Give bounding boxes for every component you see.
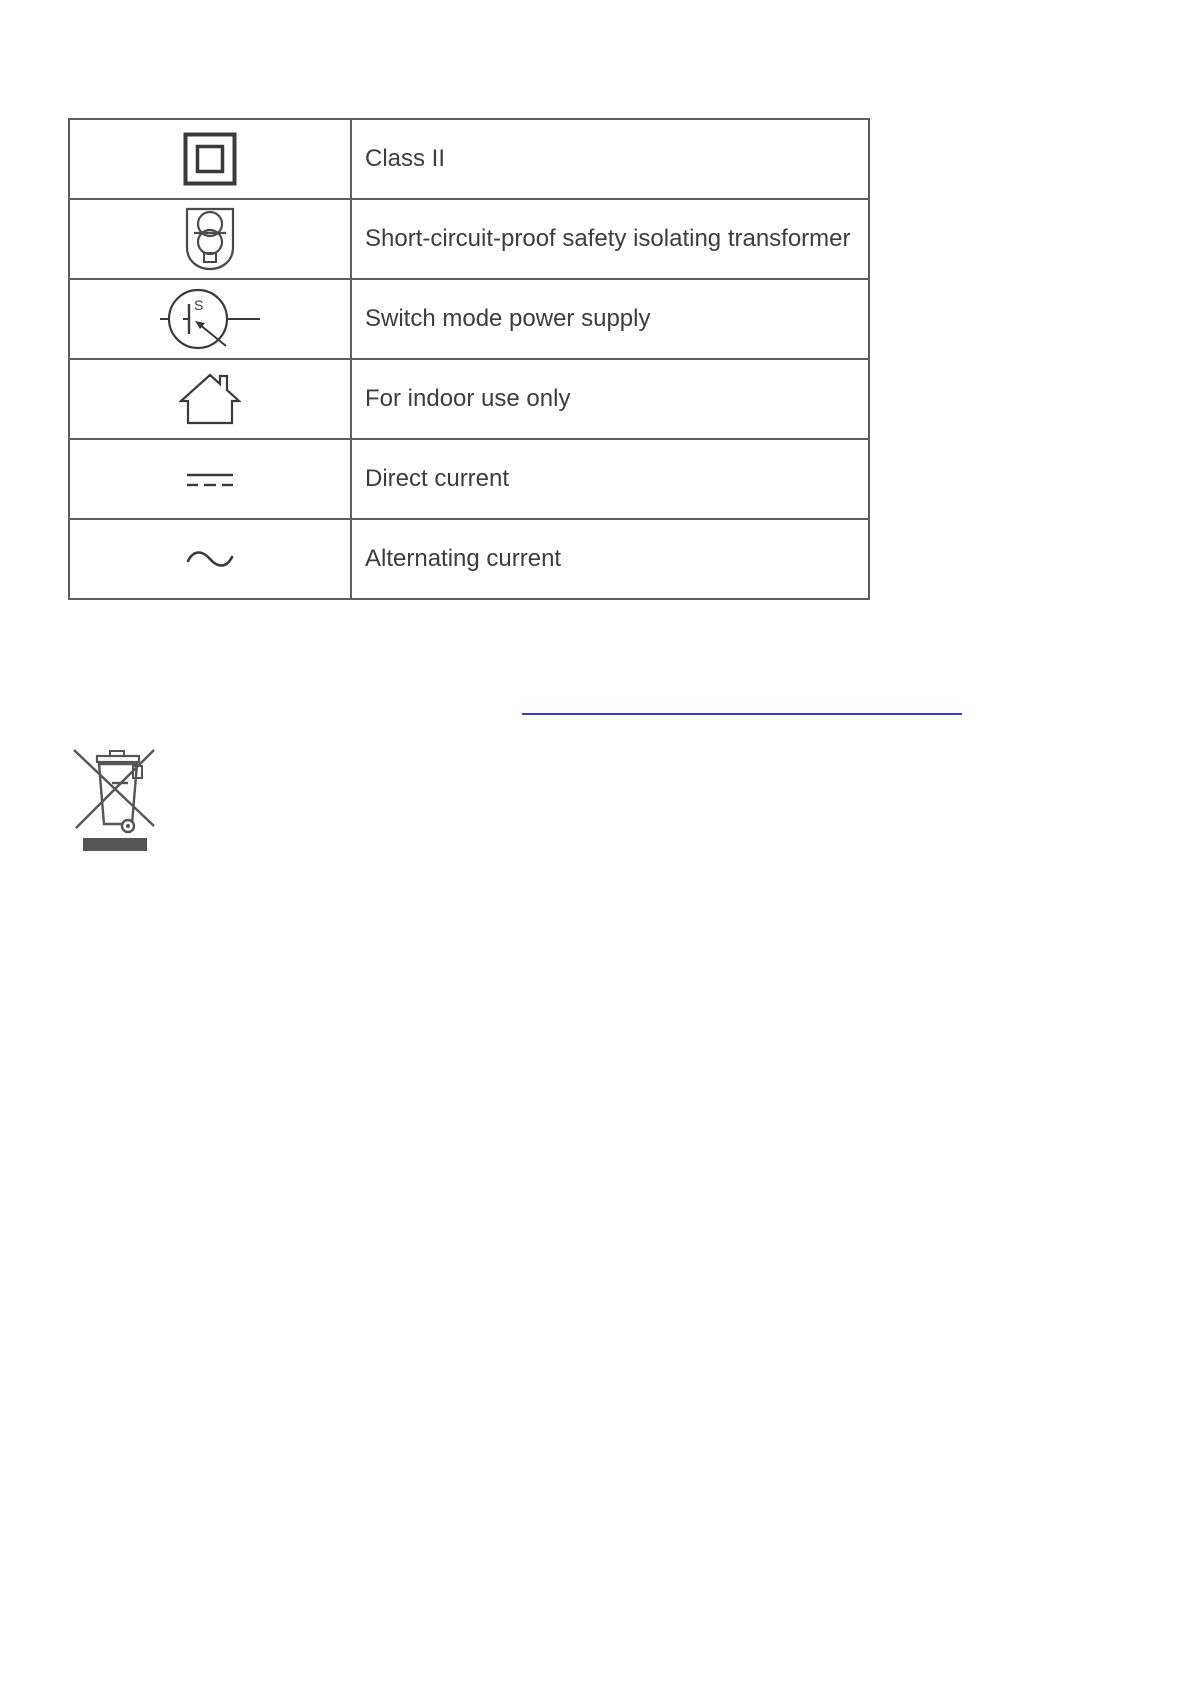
safety-isolating-transformer-icon <box>183 206 237 272</box>
symbol-cell <box>69 199 351 279</box>
icon-letter: S <box>194 297 204 313</box>
symbol-description: Short-circuit-proof safety isolating transformer <box>351 199 869 279</box>
direct-current-icon <box>185 467 235 491</box>
class-ii-icon <box>183 132 237 186</box>
house-icon <box>179 372 241 426</box>
table-row <box>69 519 869 599</box>
symbol-cell <box>69 279 351 359</box>
symbols-table <box>68 118 870 600</box>
alternating-current-icon <box>185 547 235 571</box>
symbol-cell <box>69 519 351 599</box>
link-underline[interactable] <box>522 713 962 715</box>
table-row <box>69 439 869 519</box>
symbol-description: Direct current <box>351 439 869 519</box>
table-row <box>69 199 869 279</box>
symbol-description: Switch mode power supply <box>351 279 869 359</box>
crossed-out-wheelie-bin-icon <box>70 746 160 858</box>
table-row <box>69 279 869 359</box>
symbol-description: Class II <box>351 119 869 199</box>
table-row <box>69 119 869 199</box>
symbol-cell <box>69 119 351 199</box>
switch-mode-power-supply-icon <box>158 286 262 352</box>
table-row <box>69 359 869 439</box>
symbol-description: For indoor use only <box>351 359 869 439</box>
symbol-cell <box>69 359 351 439</box>
symbol-description: Alternating current <box>351 519 869 599</box>
weee-symbol <box>70 746 160 863</box>
symbol-cell <box>69 439 351 519</box>
